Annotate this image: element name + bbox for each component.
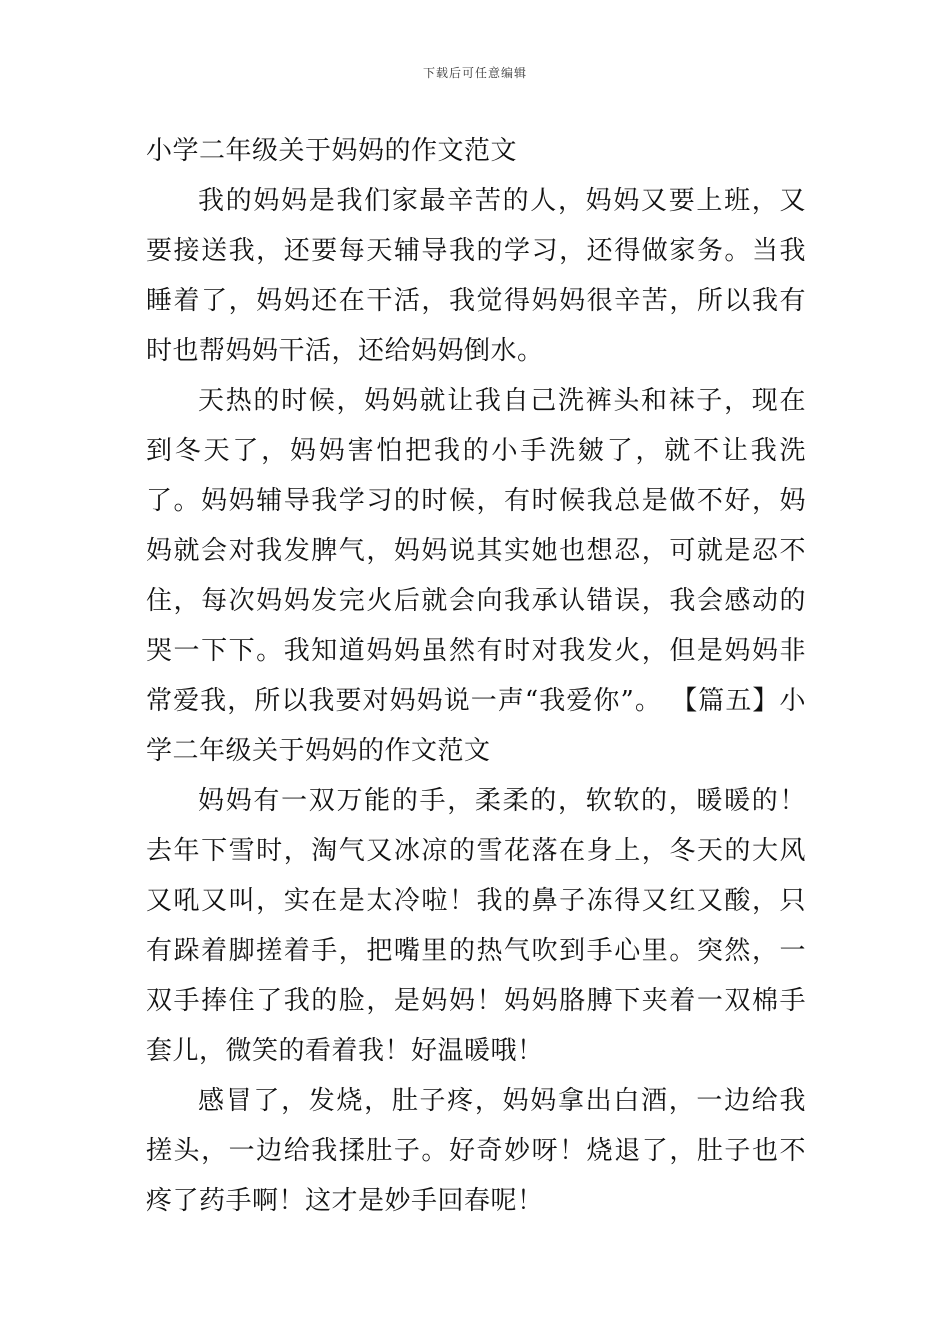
document-body [146,126,806,1226]
paragraph-1: 我的妈妈是我们家最辛苦的人，妈妈又要上班，又要接送我，还要每天辅导我的学习，还得做家务。当我睡着了，妈妈还在干活，我觉得妈妈很辛苦，所以我有时也帮妈妈干活，还给妈妈倒水。 [146,186,806,366]
paragraph-3: 妈妈有一双万能的手，柔柔的，软软的，暖暖的！去年下雪时，淘气又冰凉的雪花落在身上，冬天的大风又吼又叫，实在是太冷啦！我的鼻子冻得又红又酸，只有跺着脚搓着手，把嘴里的热气吹到手心里。突然，一双手捧住了我的脸，是妈妈！妈妈胳膊下夹着一双棉手套儿，微笑的看着我！好温暖哦！ [146,786,806,1066]
paragraph-2: 天热的时候，妈妈就让我自己洗裤头和袜子，现在到冬天了，妈妈害怕把我的小手洗皴了，就不让我洗了。妈妈辅导我学习的时候，有时候我总是做不好，妈妈就会对我发脾气，妈妈说其实她也想忍，可就是忍不住，每次妈妈发完火后就会向我承认错误，我会感动的哭一下下。我知道妈妈虽然有时对我发火，但是妈妈非常爱我，所以我要对妈妈说一声“我爱你”。 【篇五】小学二年级关于妈妈的作文范文 [146,386,806,766]
page-header-note: 下载后可任意编辑 [422,66,527,80]
paragraph-4: 感冒了，发烧，肚子疼，妈妈拿出白酒，一边给我搓头，一边给我揉肚子。好奇妙呀！烧退了，肚子也不疼了药手啊！这才是妙手回春呢！ [146,1086,806,1216]
document-title: 小学二年级关于妈妈的作文范文 [146,136,518,166]
